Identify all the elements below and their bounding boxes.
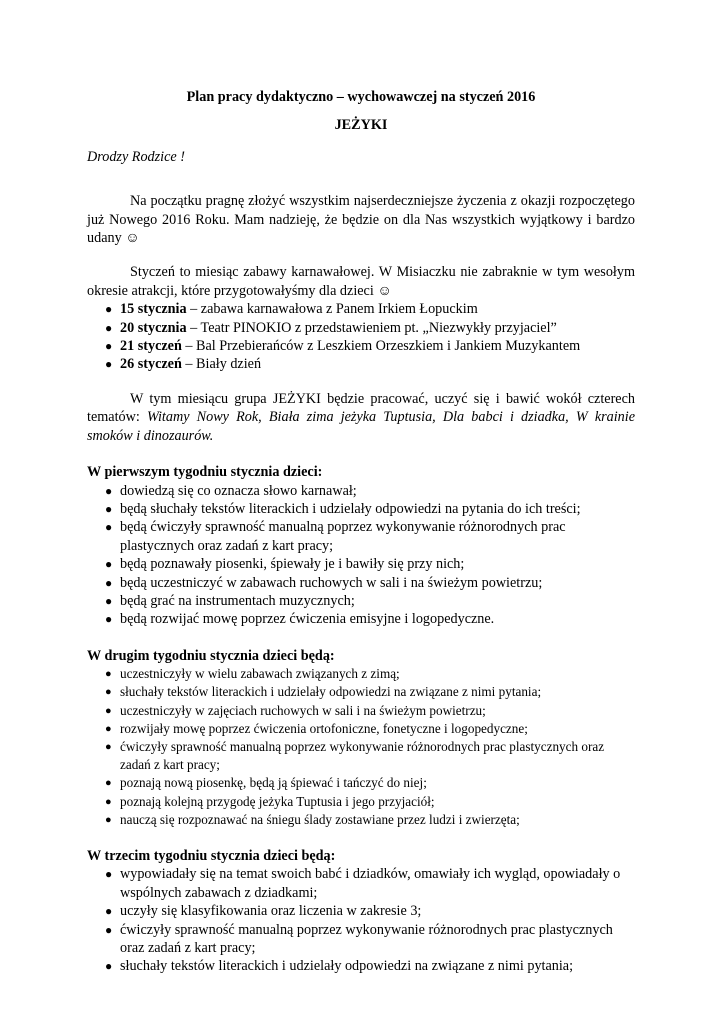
list-item: [87, 702, 635, 720]
themes-lead: W tym miesiącu grupa JEŻYKI będzie pracować, uczyć się i bawić wokół czterech tematów:: [87, 390, 635, 426]
list-item-text: uczestniczyły w zajęciach ruchowych w sali i na świeżym powietrzu;: [120, 702, 486, 718]
bullet-icon: ●: [105, 593, 113, 608]
list-item: [87, 865, 635, 902]
week-2-heading: W drugim tygodniu stycznia dzieci będą:: [87, 647, 335, 664]
bullet-icon: ●: [105, 483, 113, 498]
bullet-icon: ●: [105, 320, 113, 335]
greeting: Drodzy Rodzice !: [87, 148, 185, 165]
list-item-text: słuchały tekstów literackich i udzielały odpowiedzi na związane z nimi pytania;: [120, 684, 542, 700]
list-item: [87, 902, 635, 920]
list-item-text: uczestniczyły w wielu zabawach związanych z zimą;: [120, 666, 400, 682]
list-item: [87, 610, 635, 628]
events-list: [87, 300, 635, 374]
list-item-text: słuchały tekstów literackich i udzielały odpowiedzi na związane z nimi pytania;: [120, 958, 574, 975]
week-1-list: [87, 482, 635, 629]
list-item: [87, 574, 635, 592]
list-item-text: wypowiadały się na temat swoich babć i dziadków, omawiały ich wygląd, opowiadały o wspólnych zabawach z dziadkami;: [120, 866, 621, 901]
list-item: [87, 921, 635, 958]
bullet-icon: ●: [105, 722, 112, 735]
bullet-icon: ●: [105, 686, 112, 699]
list-item-text: będą uczestniczyć w zabawach ruchowych w sali i na świeżym powietrzu;: [120, 574, 543, 591]
list-item: [87, 738, 635, 774]
event-date: 20 stycznia: [120, 319, 187, 336]
intro-paragraph: Na początku pragnę złożyć wszystkim najserdeczniejsze życzenia z okazji rozpoczętego już Nowego 2016 Roku. Mam nadzieję, że będzie on dla Nas wszystkich wyjątkowy i bardzo udany ☺: [87, 193, 635, 247]
bullet-icon: ●: [105, 959, 113, 974]
list-item-text: dowiedzą się co oznacza słowo karnawał;: [120, 482, 357, 499]
bullet-icon: ●: [105, 302, 113, 317]
bullet-icon: ●: [105, 777, 112, 790]
list-item: [87, 555, 635, 573]
event-text: – Biały dzień: [181, 356, 262, 373]
list-item: [87, 683, 635, 701]
event-item: [87, 337, 635, 355]
list-item-text: nauczą się rozpoznawać na śniegu ślady zostawiane przez ludzi i zwierzęta;: [120, 811, 520, 827]
themes-topics: Witamy Nowy Rok, Biała zima jeżyka Tuptusia, Dla babci i dziadka, W krainie smoków i dinozaurów.: [87, 409, 636, 444]
bullet-icon: ●: [105, 520, 113, 535]
list-item-text: będą słuchały tekstów literackich i udzielały odpowiedzi na pytania do ich treści;: [120, 500, 581, 517]
list-item: [87, 500, 635, 518]
event-text: – Bal Przebierańców z Leszkiem Orzeszkiem i Jankiem Muzykantem: [181, 338, 581, 355]
bullet-icon: ●: [105, 575, 113, 590]
list-item: [87, 811, 635, 829]
list-item: [87, 793, 635, 811]
list-item-text: uczyły się klasyfikowania oraz liczenia w zakresie 3;: [120, 903, 422, 920]
week-2-list: [87, 665, 635, 829]
bullet-icon: ●: [105, 904, 113, 919]
list-item-text: będą ćwiczyły sprawność manualną poprzez wykonywanie różnorodnych prac plastycznych oraz zadań z kart pracy;: [120, 519, 566, 554]
carnival-paragraph: Styczeń to miesiąc zabawy karnawałowej. W Misiaczku nie zabraknie w tym wesołym okresie atrakcji, które przygotowałyśmy dla dzieci ☺: [87, 264, 635, 299]
list-item-text: rozwijały mowę poprzez ćwiczenia ortofoniczne, fonetyczne i logopedyczne;: [120, 720, 528, 736]
week-1-heading: W pierwszym tygodniu stycznia dzieci:: [87, 464, 323, 481]
event-date: 15 stycznia: [120, 301, 187, 318]
list-item: [87, 482, 635, 500]
bullet-icon: ●: [105, 501, 113, 516]
bullet-icon: ●: [105, 813, 112, 826]
week-3-heading: W trzecim tygodniu stycznia dzieci będą:: [87, 847, 336, 864]
event-date: 26 styczeń: [120, 356, 182, 373]
list-item: [87, 592, 635, 610]
bullet-icon: ●: [105, 557, 113, 572]
list-item: [87, 774, 635, 792]
bullet-icon: ●: [105, 357, 113, 372]
themes-paragraph: [87, 390, 635, 445]
bullet-icon: ●: [105, 867, 113, 882]
list-item-text: będą grać na instrumentach muzycznych;: [120, 592, 355, 609]
list-item: [87, 518, 635, 555]
event-item: [87, 300, 635, 318]
event-text: – Teatr PINOKIO z przedstawieniem pt. „Niezwykły przyjaciel”: [186, 319, 557, 336]
bullet-icon: ●: [105, 740, 112, 753]
event-text: – zabawa karnawałowa z Panem Irkiem Łopuckim: [186, 301, 478, 318]
list-item-text: ćwiczyły sprawność manualną poprzez wykonywanie różnorodnych prac plastycznych oraz zadań z kart pracy;: [120, 738, 605, 773]
list-item-text: poznają nową piosenkę, będą ją śpiewać i tańczyć do niej;: [120, 775, 427, 791]
bullet-icon: ●: [105, 668, 112, 681]
list-item: [87, 720, 635, 738]
list-item: [87, 957, 635, 975]
list-item-text: ćwiczyły sprawność manualną poprzez wykonywanie różnorodnych prac plastycznych oraz zadań z kart pracy;: [120, 921, 613, 957]
group-name: JEŻYKI: [334, 117, 388, 134]
list-item-text: poznają kolejną przygodę jeżyka Tuptusia i jego przyjaciół;: [120, 793, 435, 809]
event-item: [87, 319, 635, 337]
bullet-icon: ●: [105, 922, 113, 937]
bullet-icon: ●: [105, 795, 112, 808]
list-item-text: będą poznawały piosenki, śpiewały je i bawiły się przy nich;: [120, 556, 465, 573]
event-date: 21 styczeń: [120, 338, 182, 355]
list-item-text: będą rozwijać mowę poprzez ćwiczenia emisyjne i logopedyczne.: [120, 611, 495, 628]
bullet-icon: ●: [105, 339, 113, 354]
list-item: [87, 665, 635, 683]
document-body: [87, 88, 635, 976]
bullet-icon: ●: [105, 612, 113, 627]
event-item: [87, 355, 635, 373]
week-3-list: [87, 865, 635, 975]
document-title: Plan pracy dydaktyczno – wychowawczej na styczeń 2016: [186, 89, 536, 105]
bullet-icon: ●: [105, 704, 112, 717]
